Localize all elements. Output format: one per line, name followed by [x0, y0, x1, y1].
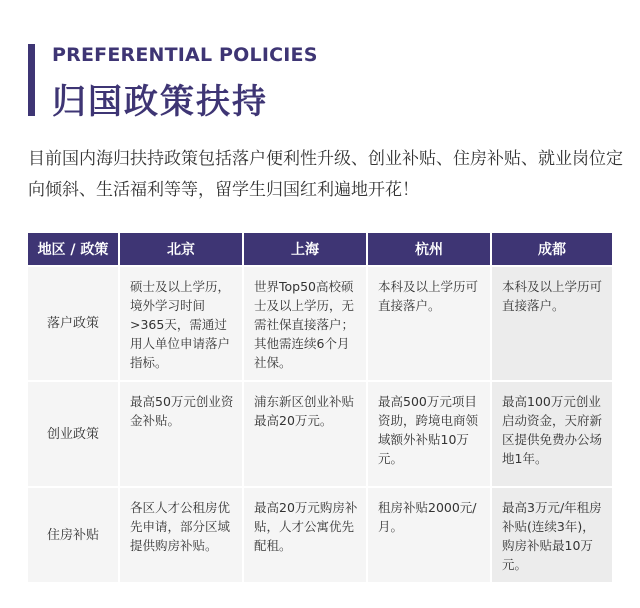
- table-cell: 最高500万元项目资助，跨境电商领域额外补贴10万元。: [366, 380, 490, 486]
- row-label: 落户政策: [28, 265, 118, 380]
- column-header: 北京: [118, 233, 242, 265]
- table-cell: 最高50万元创业资金补贴。: [118, 380, 242, 486]
- table-cell: 世界Top50高校硕士及以上学历，无需社保直接落户；其他需连续6个月社保。: [242, 265, 366, 380]
- table-row: [28, 265, 612, 380]
- policy-table: [28, 233, 612, 582]
- table-cell: 浦东新区创业补贴最高20万元。: [242, 380, 366, 486]
- row-label: 住房补贴: [28, 486, 118, 582]
- table-cell: 最高20万元购房补贴，人才公寓优先配租。: [242, 486, 366, 582]
- row-label: 创业政策: [28, 380, 118, 486]
- table-row: [28, 486, 612, 582]
- title-accent-bar: [28, 44, 35, 116]
- table-cell: 各区人才公租房优先申请，部分区域提供购房补贴。: [118, 486, 242, 582]
- column-header: 杭州: [366, 233, 490, 265]
- table-cell: 本科及以上学历可直接落户。: [490, 265, 612, 380]
- column-header: 地区 / 政策: [28, 233, 118, 265]
- column-header: 成都: [490, 233, 612, 265]
- table-header-row: [28, 233, 612, 265]
- table-cell: 硕士及以上学历，境外学习时间>365天，需通过用人单位申请落户指标。: [118, 265, 242, 380]
- page-title: 归国政策扶持: [52, 82, 268, 122]
- column-header: 上海: [242, 233, 366, 265]
- section-subtitle: PREFERENTIAL POLICIES: [52, 44, 318, 66]
- table-cell: 本科及以上学历可直接落户。: [366, 265, 490, 380]
- table-cell: 最高100万元创业启动资金，天府新区提供免费办公场地1年。: [490, 380, 612, 486]
- table-row: [28, 380, 612, 486]
- table-cell: 最高3万元/年租房补贴(连续3年)，购房补贴最10万元。: [490, 486, 612, 582]
- table-cell: 租房补贴2000元/月。: [366, 486, 490, 582]
- intro-paragraph: 目前国内海归扶持政策包括落户便利性升级、创业补贴、住房补贴、就业岗位定向倾斜、生活福利等等，留学生归国红利遍地开花！: [28, 149, 623, 200]
